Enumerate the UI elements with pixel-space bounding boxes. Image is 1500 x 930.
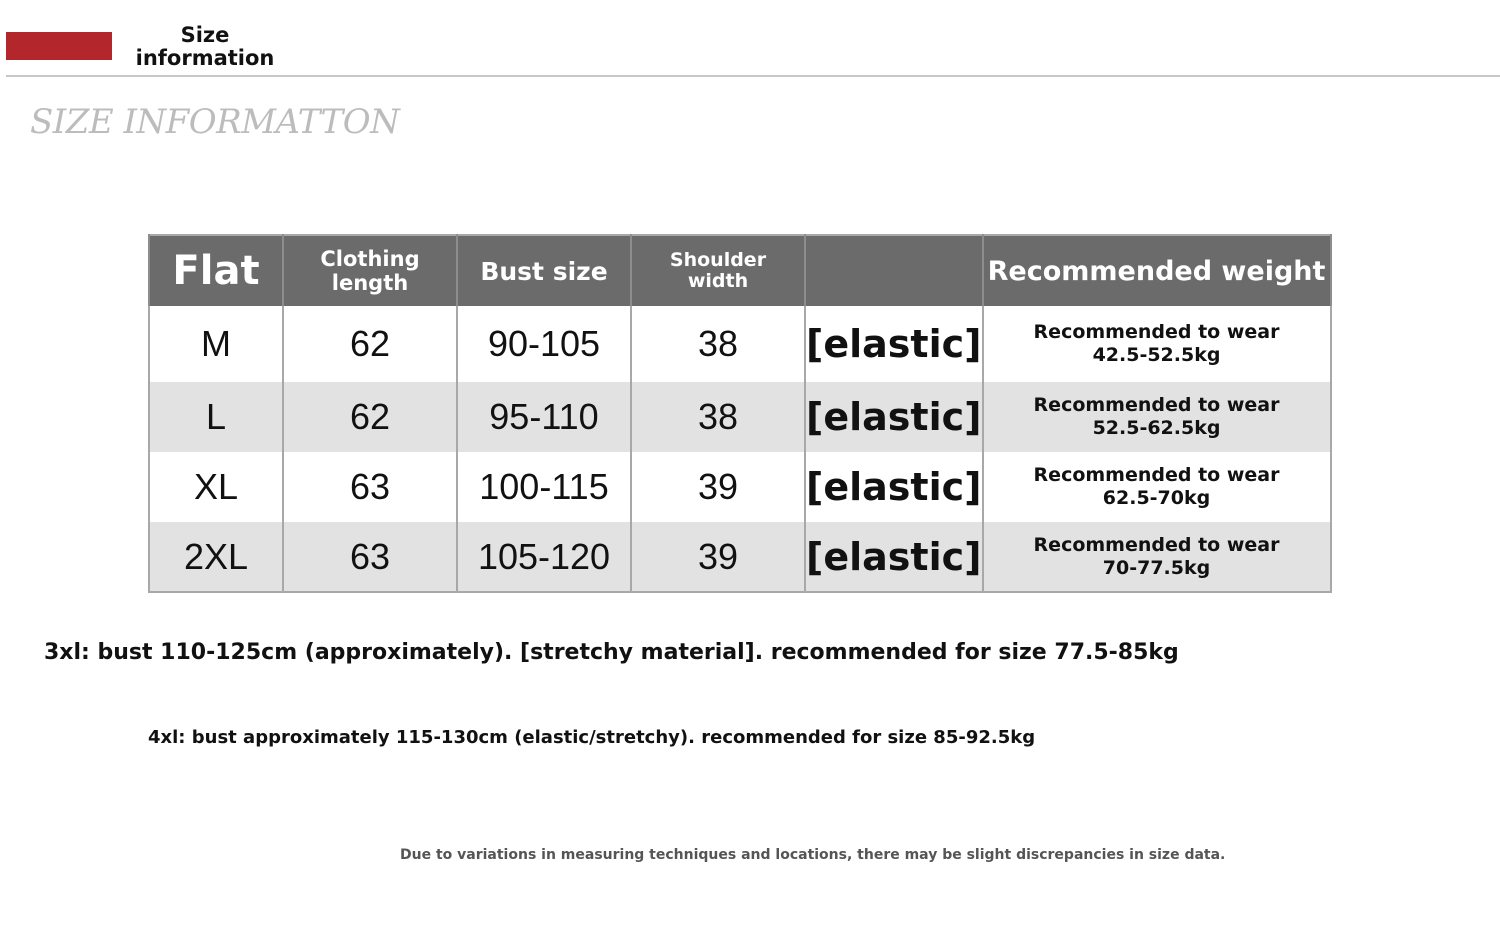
size-table bbox=[148, 234, 1332, 593]
column-header-clothing-length bbox=[283, 235, 457, 306]
column-header-shoulder-width bbox=[631, 235, 805, 306]
recommended-weight-cell bbox=[983, 382, 1331, 452]
recommended-weight-cell bbox=[983, 452, 1331, 522]
column-header-recommended-weight: Recommended weight bbox=[983, 235, 1331, 306]
weight-range: 70-77.5kg bbox=[1102, 556, 1211, 579]
size-table-header-row bbox=[149, 235, 1331, 306]
weight-range: 42.5-52.5kg bbox=[1092, 344, 1221, 366]
bust-size-cell: 95-110 bbox=[457, 382, 631, 452]
material-cell: [elastic] bbox=[805, 306, 983, 382]
note-3xl: 3xl: bust 110-125cm (approximately). [stretchy material]. recommended for size 77.5-85kg bbox=[44, 640, 1179, 665]
shoulder-width-cell: 38 bbox=[631, 306, 805, 382]
header-title-line2: information bbox=[135, 46, 275, 70]
recommended-weight-cell bbox=[983, 306, 1331, 382]
bust-size-cell: 90-105 bbox=[457, 306, 631, 382]
column-header-shoulder-line1: Shoulder bbox=[669, 249, 767, 271]
clothing-length-cell: 63 bbox=[283, 452, 457, 522]
header-divider bbox=[6, 75, 1500, 77]
weight-label: Recommended to wear bbox=[1033, 394, 1280, 416]
note-4xl: 4xl: bust approximately 115-130cm (elastic/stretchy). recommended for size 85-92.5kg bbox=[148, 727, 1036, 748]
weight-label: Recommended to wear bbox=[1033, 533, 1280, 556]
size-cell: M bbox=[149, 306, 283, 382]
size-information-watermark: SIZE INFORMATTON bbox=[30, 102, 400, 142]
column-header-flat: Flat bbox=[149, 235, 283, 306]
column-header-shoulder-line2: width bbox=[687, 270, 749, 292]
table-row-xl bbox=[149, 452, 1331, 522]
bust-size-cell: 105-120 bbox=[457, 522, 631, 592]
material-cell: [elastic] bbox=[805, 382, 983, 452]
column-header-material bbox=[805, 235, 983, 306]
material-cell: [elastic] bbox=[805, 452, 983, 522]
measurement-disclaimer: Due to variations in measuring techniques and locations, there may be slight discrepancies in size data. bbox=[400, 847, 1226, 863]
header-title bbox=[134, 24, 276, 70]
table-row-l bbox=[149, 382, 1331, 452]
material-cell: [elastic] bbox=[805, 522, 983, 592]
size-cell: XL bbox=[149, 452, 283, 522]
column-header-bust-size: Bust size bbox=[457, 235, 631, 306]
column-header-clothing-line1: Clothing bbox=[320, 247, 420, 271]
bust-size-cell: 100-115 bbox=[457, 452, 631, 522]
size-cell: 2XL bbox=[149, 522, 283, 592]
header-title-line1: Size bbox=[180, 23, 230, 47]
clothing-length-cell: 63 bbox=[283, 522, 457, 592]
recommended-weight-cell bbox=[983, 522, 1331, 592]
weight-range: 52.5-62.5kg bbox=[1092, 417, 1221, 439]
weight-label: Recommended to wear bbox=[1033, 464, 1280, 486]
shoulder-width-cell: 39 bbox=[631, 522, 805, 592]
header-accent-bar bbox=[6, 32, 112, 60]
weight-label: Recommended to wear bbox=[1033, 321, 1280, 343]
clothing-length-cell: 62 bbox=[283, 382, 457, 452]
size-cell: L bbox=[149, 382, 283, 452]
clothing-length-cell: 62 bbox=[283, 306, 457, 382]
column-header-clothing-line2: length bbox=[331, 271, 409, 295]
table-row-2xl bbox=[149, 522, 1331, 592]
weight-range: 62.5-70kg bbox=[1102, 487, 1211, 509]
shoulder-width-cell: 39 bbox=[631, 452, 805, 522]
table-row-m bbox=[149, 306, 1331, 382]
shoulder-width-cell: 38 bbox=[631, 382, 805, 452]
